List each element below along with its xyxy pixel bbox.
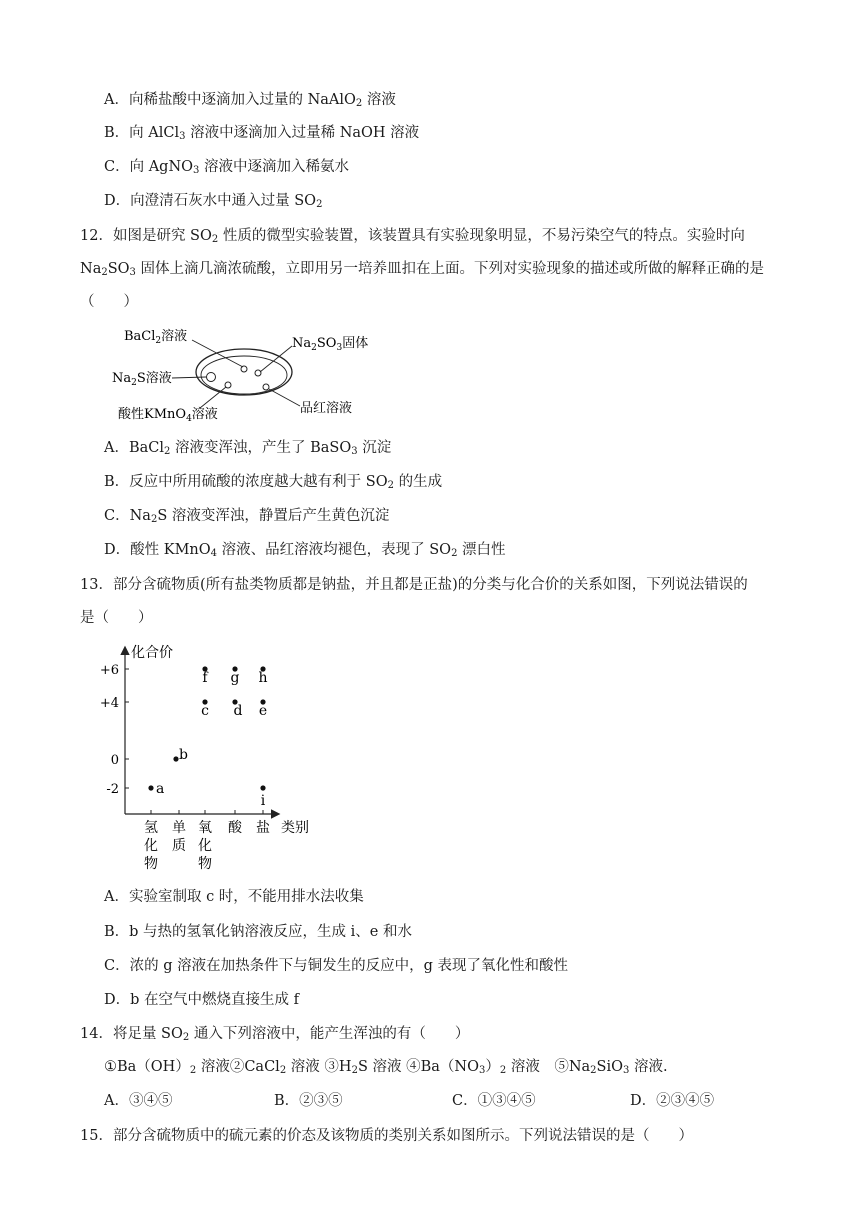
x-tick-label: 氢化物 bbox=[144, 820, 158, 872]
point-label-b: b bbox=[179, 747, 188, 763]
q13-option-c: C．浓的 g 溶液在加热条件下与铜发生的反应中，g 表现了氧化性和酸性 bbox=[104, 958, 568, 974]
point-label-i: i bbox=[260, 793, 266, 809]
q11-option-a: A．向稀盐酸中逐滴加入过量的 NaAlO$_2$ 溶液 bbox=[104, 92, 396, 109]
q13-stem-line1: 13．部分含硫物质(所有盐类物质都是钠盐，并且都是正盐)的分类与化合价的关系如图，下列说法错误的 bbox=[80, 577, 748, 593]
point-b bbox=[173, 756, 178, 761]
x-tick-label: 单质 bbox=[172, 820, 186, 854]
well-na2so3 bbox=[255, 370, 261, 376]
q13-valence-chart bbox=[95, 638, 335, 878]
point-label-e: e bbox=[258, 703, 268, 719]
q13-option-b: B．b 与热的氢氧化钠溶液反应，生成 i、e 和水 bbox=[104, 924, 412, 940]
point-label-d: d bbox=[233, 703, 243, 719]
q14-stem: 14．将足量 $SO_2$ 通入下列溶液中，能产生浑浊的有（ ） bbox=[80, 1026, 470, 1043]
label-pinhong: 品红溶液 bbox=[300, 401, 353, 416]
q12-apparatus-figure bbox=[110, 320, 380, 430]
x-tick-label: 酸 bbox=[228, 820, 242, 836]
x-axis-label: 类别 bbox=[281, 820, 309, 836]
q13-option-d: D．b 在空气中燃烧直接生成 f bbox=[104, 992, 299, 1008]
label-kmno4: 酸性KMnO$_4$溶液 bbox=[118, 407, 218, 424]
x-tick-label: 氧化物 bbox=[198, 820, 212, 872]
q12-stem-line1: 12．如图是研究 $SO_2$ 性质的微型实验装置，该装置具有实验现象明显，不易污染空气的特点。实验时向 bbox=[80, 228, 745, 245]
q12-stem-line2: $Na_2SO_3$ 固体上滴几滴浓硫酸，立即用另一培养皿扣在上面。下列对实验现象的描述或所做的解释正确的是 bbox=[80, 261, 765, 278]
q14-option-b: B．②③⑤ bbox=[274, 1093, 343, 1109]
point-label-h: h bbox=[258, 670, 268, 686]
y-tick-label: 0 bbox=[110, 753, 119, 768]
q11-option-d: D．向澄清石灰水中通入过量 $SO_2$ bbox=[104, 193, 323, 210]
q12-option-b: B．反应中所用硫酸的浓度越大越有利于 $SO_2$ 的生成 bbox=[104, 474, 443, 491]
point-i bbox=[260, 785, 265, 790]
q14-option-a: A．③④⑤ bbox=[104, 1093, 173, 1109]
q11-option-c: C．向 AgNO$_3$ 溶液中逐滴加入稀氨水 bbox=[104, 159, 350, 176]
point-label-a: a bbox=[156, 781, 165, 797]
point-a bbox=[148, 785, 153, 790]
point-label-f: f bbox=[202, 670, 208, 686]
point-label-g: g bbox=[230, 670, 240, 686]
q11-option-b: B．向 AlCl$_3$ 溶液中逐滴加入过量稀 NaOH 溶液 bbox=[104, 125, 420, 142]
q12-option-c: C．$Na_2S$ 溶液变浑浊，静置后产生黄色沉淀 bbox=[104, 508, 390, 525]
y-tick-label: +6 bbox=[99, 663, 119, 678]
q12-stem-line3: （ ） bbox=[80, 294, 138, 310]
y-axis-label: 化合价 bbox=[131, 645, 173, 661]
q12-option-d: D．酸性 KMnO$_4$ 溶液、品红溶液均褪色，表现了 $SO_2$ 漂白性 bbox=[104, 542, 506, 559]
label-bacl2: BaCl$_2$溶液 bbox=[124, 329, 188, 346]
label-na2s: $Na_2S$溶液 bbox=[112, 371, 172, 388]
well-na2s bbox=[207, 373, 216, 382]
well-pinhong bbox=[263, 384, 269, 390]
q14-solution-list: $①Ba(OH)_2$ 溶液②CaCl$_2$ 溶液 $③H_2S$ 溶液 $④Ba(NO_3)_2$ 溶液 $⑤Na_2SiO_3$ 溶液. bbox=[104, 1059, 668, 1076]
q12-option-a: A．BaCl$_2$ 溶液变浑浊，产生了 BaSO$_3$ 沉淀 bbox=[104, 440, 392, 457]
x-tick-label: 盐 bbox=[256, 820, 270, 836]
q13-stem-line2: 是（ ） bbox=[80, 610, 153, 626]
q14-option-c: C．①③④⑤ bbox=[452, 1093, 536, 1109]
y-tick-label: -2 bbox=[106, 782, 119, 797]
q13-option-a: A．实验室制取 c 时，不能用排水法收集 bbox=[104, 889, 364, 905]
y-tick-label: +4 bbox=[99, 696, 119, 711]
label-na2so3: $Na_2SO_3$固体 bbox=[292, 336, 369, 353]
q15-stem: 15．部分含硫物质中的硫元素的价态及该物质的类别关系如图所示。下列说法错误的是（ ） bbox=[80, 1128, 693, 1144]
point-label-c: c bbox=[201, 703, 209, 719]
q14-option-d: D．②③④⑤ bbox=[630, 1093, 715, 1109]
